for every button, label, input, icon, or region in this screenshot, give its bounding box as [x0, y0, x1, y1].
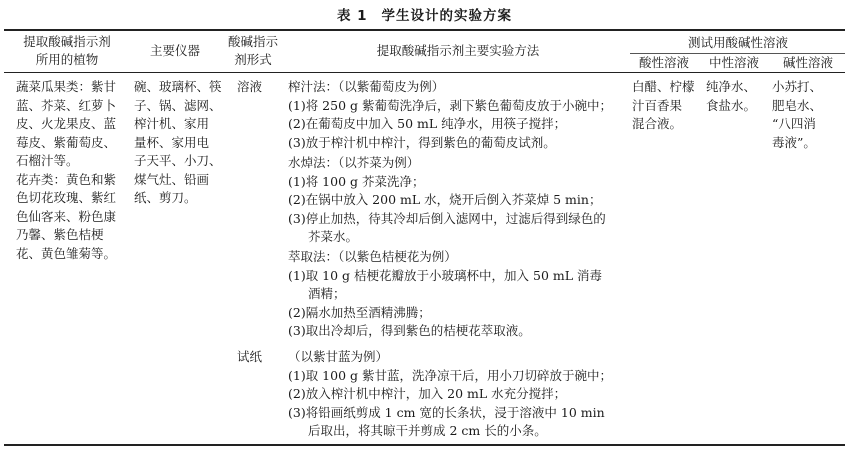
acidic-line: 混合液。 [632, 116, 683, 131]
method-step: (1)取 10 g 桔梗花瓣放于小玻璃杯中，加入 50 mL 消毒 [288, 267, 603, 283]
instruments-line: 榨汁机、家用 [134, 116, 210, 131]
header-form-line1: 酸碱指示 [227, 34, 278, 49]
header-rule [4, 72, 845, 73]
method-step: (3)将铅画纸剪成 1 cm 宽的长条状，浸于溶液中 10 min [288, 404, 605, 420]
method-step: (3)停止加热，待其冷却后倒入滤网中，过滤后得到绿色的 [288, 210, 606, 226]
instruments-line: 纸、剪刀。 [134, 190, 197, 205]
header-plant [8, 33, 126, 69]
header-form-line2: 剂形式 [234, 52, 272, 67]
plants-line: 花卉类：黄色和紫 [16, 171, 117, 187]
bottom-rule [4, 444, 845, 446]
instruments-cell [134, 78, 226, 208]
plants-line: 花、黄色雏菊等。 [16, 245, 117, 261]
alkaline-line: 毒液”。 [772, 134, 816, 150]
method-step: (2)隔水加热至酒精沸腾； [288, 304, 431, 320]
header-test-group: 测试用酸碱性溶液 [687, 35, 788, 50]
header-method: 提取酸碱指示剂主要实验方法 [376, 43, 540, 58]
header-plant-line2: 所用的植物 [35, 52, 99, 67]
instruments-line: 量杯、家用电 [134, 134, 210, 150]
plants-line: 皮、火龙果皮、蓝 [16, 116, 117, 131]
method-title: 榨汁法：（以紫葡萄皮为例） [288, 79, 445, 94]
method-step: (1)取 100 g 紫甘蓝，洗净凉干后，用小刀切碎放于碗中； [288, 367, 612, 383]
plants-line: 色切花玫瑰、紫红 [16, 190, 117, 205]
plants-line: 莓皮、紫葡萄皮、 [16, 134, 117, 150]
alkaline-line: 肥皂水、 [772, 97, 823, 113]
acidic-line: 汁百香果 [632, 97, 683, 113]
method-step: (2)在锅中放入 200 mL 水，烧开后倒入芥菜焯 5 min； [288, 192, 602, 207]
table-caption [0, 4, 849, 24]
method-step: (2)在葡萄皮中加入 50 mL 纯净水，用筷子搅拌； [288, 116, 567, 131]
method-step-cont: 芥菜水。 [308, 229, 359, 244]
method-step: (1)将 100 g 芥菜洗净； [288, 173, 425, 189]
method-title: 水焯法：（以芥菜为例） [288, 155, 420, 170]
top-rule [4, 29, 845, 31]
alkaline-cell [772, 78, 846, 152]
method-juice [288, 78, 628, 152]
header-alkaline: 碱性溶液 [782, 55, 833, 70]
method-step: (3)取出冷却后，得到紫色的桔梗花萃取液。 [288, 323, 531, 338]
plants-line: 色仙客来、粉色康 [16, 208, 117, 224]
plants-line: 石榴汁等。 [16, 153, 79, 168]
header-plant-line1: 提取酸碱指示剂 [23, 34, 111, 49]
method-step-cont: 酒精； [308, 286, 346, 301]
header-acidic: 酸性溶液 [638, 55, 689, 70]
header-neutral: 中性溶液 [708, 55, 759, 70]
method-step: (2)放入榨汁机中榨汁，加入 20 mL 水充分搅拌； [288, 386, 567, 401]
method-step-cont: 后取出，将其晾干并剪成 2 cm 长的小条。 [308, 423, 547, 438]
plants-line: 蓝、芥菜、红萝卜 [16, 97, 117, 113]
method-extract [288, 248, 628, 341]
header-instruments: 主要仪器 [149, 43, 200, 58]
plants-line: 蔬菜瓜果类：紫甘 [16, 79, 117, 94]
method-blanch [288, 154, 628, 247]
acidic-cell [632, 78, 702, 134]
method-step: (1)将 250 g 紫葡萄洗净后，剥下紫色葡萄皮放于小碗中； [288, 97, 612, 113]
neutral-line: 纯净水、 [706, 79, 757, 94]
instruments-line: 煤气灶、铅画 [134, 171, 210, 187]
instruments-line: 子、锅、滤网、 [134, 97, 222, 113]
acidic-line: 白醋、柠檬 [632, 79, 695, 94]
instruments-line: 子天平、小刀、 [134, 153, 222, 168]
alkaline-line: “八四消 [772, 116, 816, 131]
header-form [222, 33, 284, 69]
plants-cell [16, 78, 128, 263]
table-number: 表 1 [336, 8, 368, 24]
instruments-line: 碗、玻璃杯、筷 [134, 79, 222, 94]
form-paper: 试纸 [237, 349, 263, 364]
table-title: 学生设计的实验方案 [381, 8, 513, 24]
neutral-cell [706, 78, 768, 115]
plants-line: 乃馨、紫色桔梗 [16, 227, 104, 242]
form-solution: 溶液 [237, 79, 263, 94]
alkaline-line: 小苏打、 [772, 79, 823, 94]
method-paper [288, 348, 628, 441]
method-title: 萃取法：（以紫色桔梗花为例） [288, 249, 457, 264]
method-title: （以紫甘蓝为例） [288, 349, 389, 364]
method-step: (3)放于榨汁机中榨汁，得到紫色的葡萄皮试剂。 [288, 134, 556, 150]
neutral-line: 食盐水。 [706, 97, 757, 113]
